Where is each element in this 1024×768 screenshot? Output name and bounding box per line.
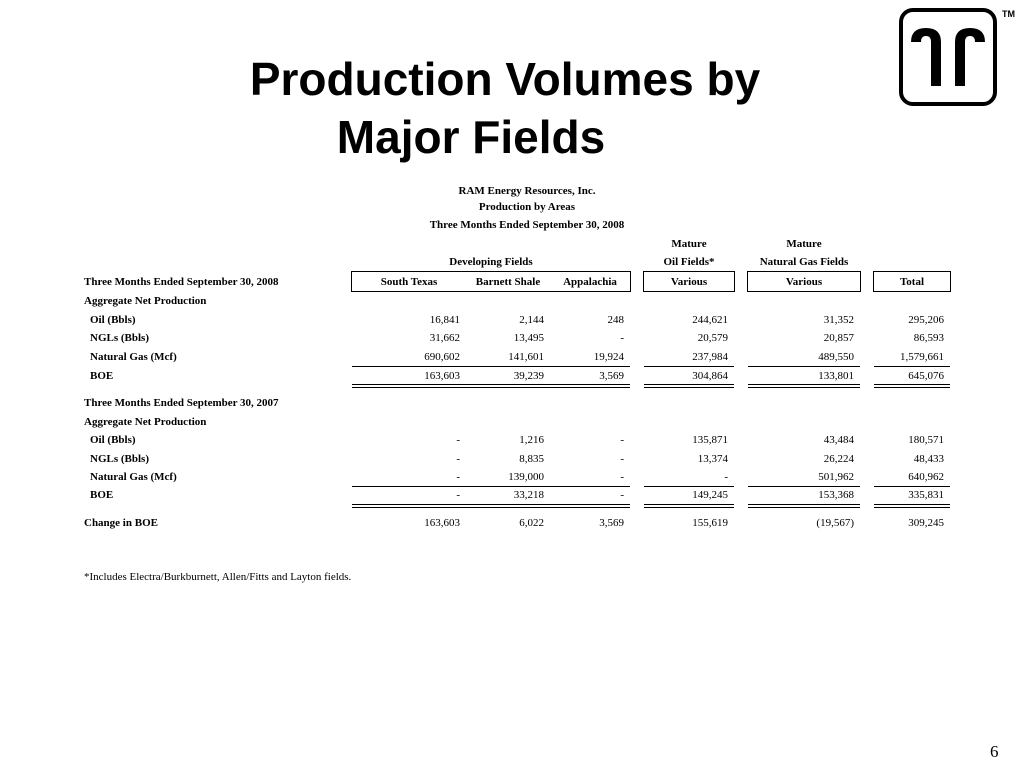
table-cell: 163,603 <box>424 370 460 382</box>
table-cell: 1,579,661 <box>900 351 944 363</box>
subtotal-rule <box>352 486 630 487</box>
table-cell: 304,864 <box>692 370 728 382</box>
table-cell: 139,000 <box>508 471 544 483</box>
table-cell: - <box>620 471 624 483</box>
total-double-rule <box>352 384 630 388</box>
table-cell: 640,962 <box>908 471 944 483</box>
table-cell: 48,433 <box>913 453 944 465</box>
table-cell: 244,621 <box>692 314 728 326</box>
table-cell: 153,368 <box>818 489 854 501</box>
subtotal-rule <box>748 366 860 367</box>
table-cell: 6,022 <box>519 517 544 529</box>
table-cell: 33,218 <box>513 489 544 501</box>
row-label: Oil (Bbls) <box>90 434 136 446</box>
column-header: Barnett Shale <box>475 276 541 288</box>
group-mature-oil-line1: Mature <box>671 238 707 250</box>
table-cell: - <box>620 434 624 446</box>
table-cell: 135,871 <box>692 434 728 446</box>
subtotal-rule <box>352 366 630 367</box>
table-cell: - <box>456 489 460 501</box>
row-label: NGLs (Bbls) <box>90 332 149 344</box>
table-cell: - <box>456 434 460 446</box>
table-cell: 295,206 <box>908 314 944 326</box>
section-subheader-2007: Aggregate Net Production <box>84 416 207 428</box>
slide-title-line2: Major Fields <box>336 111 606 163</box>
subtotal-rule <box>644 366 734 367</box>
table-cell: 86,593 <box>913 332 944 344</box>
report-subtitle: Production by Areas <box>478 201 576 213</box>
table-cell: - <box>456 453 460 465</box>
table-cell: 26,224 <box>823 453 854 465</box>
table-cell: 3,569 <box>599 517 624 529</box>
table-cell: 16,841 <box>429 314 460 326</box>
row-label: BOE <box>90 489 114 501</box>
section-header-2008: Three Months Ended September 30, 2008 <box>84 276 279 288</box>
table-cell: 13,374 <box>697 453 728 465</box>
table-cell: 3,569 <box>599 370 624 382</box>
total-double-rule <box>644 384 734 388</box>
total-double-rule <box>874 384 950 388</box>
table-cell: 163,603 <box>424 517 460 529</box>
table-cell: 690,602 <box>424 351 460 363</box>
table-cell: 180,571 <box>908 434 944 446</box>
table-cell: 31,662 <box>429 332 460 344</box>
subtotal-rule <box>748 486 860 487</box>
table-cell: 645,076 <box>908 370 944 382</box>
group-mature-gas-line1: Mature <box>786 238 822 250</box>
table-cell: 133,801 <box>818 370 854 382</box>
subtotal-rule <box>644 486 734 487</box>
report-company: RAM Energy Resources, Inc. <box>458 185 596 197</box>
column-header: Appalachia <box>563 276 617 288</box>
group-mature-gas-line2: Natural Gas Fields <box>759 256 849 268</box>
column-header: Various <box>670 276 708 288</box>
table-cell: - <box>724 471 728 483</box>
table-cell: 1,216 <box>519 434 544 446</box>
table-cell: - <box>620 332 624 344</box>
group-developing: Developing Fields <box>449 256 533 268</box>
row-label: NGLs (Bbls) <box>90 453 149 465</box>
table-cell: 489,550 <box>818 351 854 363</box>
row-label: Natural Gas (Mcf) <box>90 351 177 363</box>
table-cell: 237,984 <box>692 351 728 363</box>
table-cell: 31,352 <box>823 314 854 326</box>
row-label-change: Change in BOE <box>84 517 158 529</box>
report-period: Three Months Ended September 30, 2008 <box>429 219 625 231</box>
table-cell: 39,239 <box>513 370 544 382</box>
table-cell: 19,924 <box>593 351 624 363</box>
page-number: 6 <box>990 742 999 761</box>
row-label: Oil (Bbls) <box>90 314 136 326</box>
table-cell: 13,495 <box>513 332 544 344</box>
table-cell: 149,245 <box>692 489 728 501</box>
subtotal-rule <box>874 486 950 487</box>
subtotal-rule <box>874 366 950 367</box>
table-cell: 501,962 <box>818 471 854 483</box>
footnote: *Includes Electra/Burkburnett, Allen/Fitts and Layton fields. <box>84 571 352 583</box>
table-cell: 43,484 <box>823 434 854 446</box>
group-mature-oil-line2: Oil Fields* <box>663 256 715 268</box>
section-header-2007: Three Months Ended September 30, 2007 <box>84 397 279 409</box>
table-cell: 8,835 <box>519 453 544 465</box>
slide-title <box>200 50 810 166</box>
table-cell: 141,601 <box>508 351 544 363</box>
total-double-rule <box>352 504 630 508</box>
table-cell: 20,857 <box>823 332 854 344</box>
table-cell: (19,567) <box>816 517 854 529</box>
total-double-rule <box>748 384 860 388</box>
total-double-rule <box>748 504 860 508</box>
table-cell: - <box>456 471 460 483</box>
table-cell: 309,245 <box>908 517 944 529</box>
row-label: BOE <box>90 370 114 382</box>
column-header: South Texas <box>380 276 438 288</box>
total-double-rule <box>874 504 950 508</box>
section-subheader-2008: Aggregate Net Production <box>84 295 207 307</box>
table-cell: 20,579 <box>697 332 728 344</box>
ram-logo-icon <box>899 8 997 106</box>
total-double-rule <box>644 504 734 508</box>
table-cell: - <box>620 453 624 465</box>
table-cell: 248 <box>607 314 624 326</box>
table-cell: 335,831 <box>908 489 944 501</box>
table-cell: - <box>620 489 624 501</box>
row-label: Natural Gas (Mcf) <box>90 471 177 483</box>
column-header: Total <box>899 276 925 288</box>
trademark-mark: TM <box>1002 9 1015 19</box>
column-header: Various <box>785 276 823 288</box>
slide-title-line1: Production Volumes by <box>249 53 761 105</box>
table-cell: 2,144 <box>519 314 544 326</box>
table-cell: 155,619 <box>692 517 728 529</box>
